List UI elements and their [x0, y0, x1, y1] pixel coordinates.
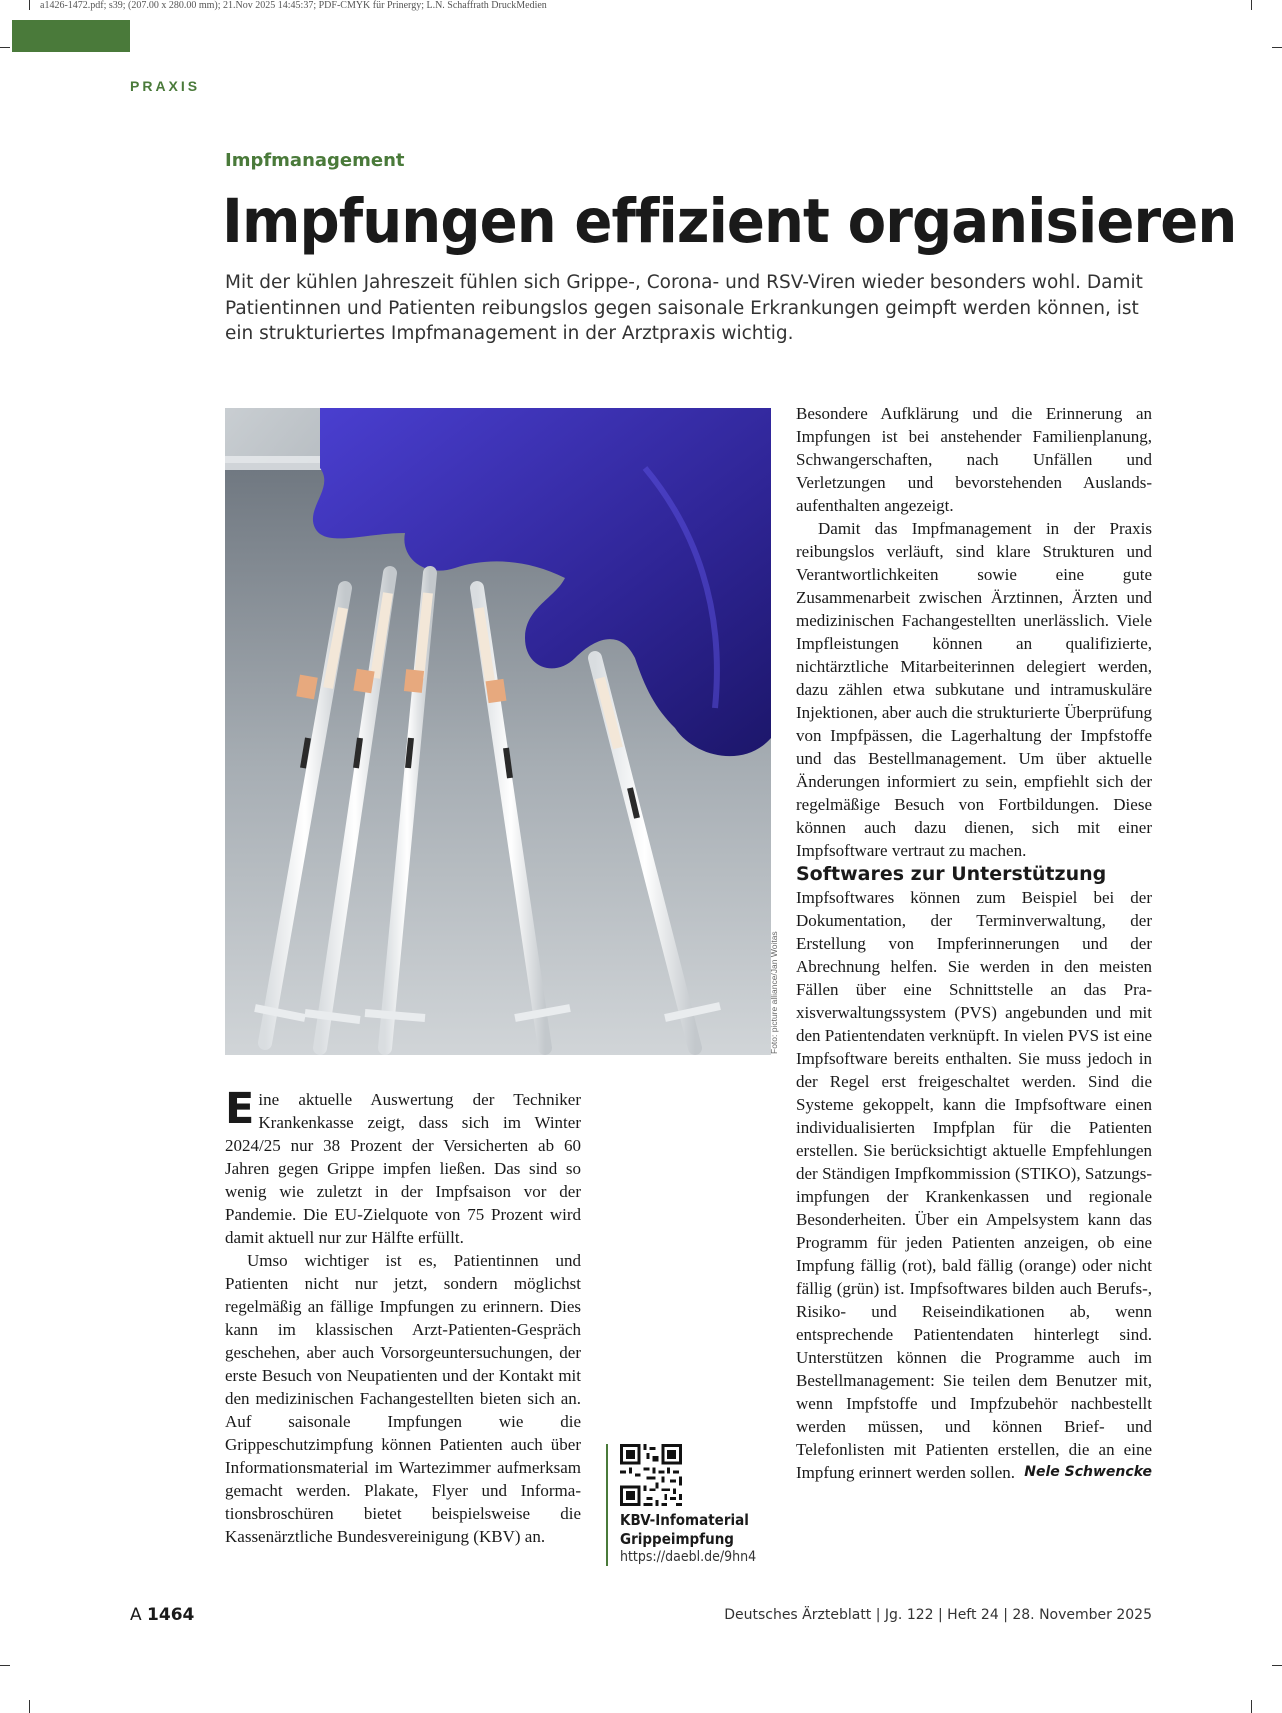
crop-mark [0, 47, 10, 48]
journal-reference: Deutsches Ärzteblatt | Jg. 122 | Heft 24 | 28. November 2025 [724, 1607, 1152, 1623]
paragraph-text: ine aktuelle Auswertung der Techniker Krankenkasse zeigt, dass sich im Winter 2024/25 nur 38 Prozent der Versicherten ab 60 Jahren gegen Grippe impfen ließen. Das sind so wenig wie zuletzt in der Impfsaison vor der Pandemie. Die EU-Zielquote von 75 Prozent wird damit aktuell nur zur Hälfte erfüllt. [225, 1090, 581, 1247]
body-paragraph [225, 1084, 581, 1249]
paragraph-text: Impfsoftwares können zum Beispiel bei der Dokumentation, der Terminverwaltung, der Erstellung von Impferinnerungen und der Abrechnung helfen. Sie werden in den meisten Fällen über eine Schnittstelle an das Praxisverwaltungssystem (PVS) angebunden und mit den Patientendaten verknüpft. In vielen PVS ist eine Impfsoftware bereits enthalten. Sie muss jedoch in der Regel erst freigeschaltet werden. Sind die Systeme gekoppelt, kann die Impfsoftware einen individualisierten Impfplan für die Patienten erstellen. Sie berücksichtigt aktuelle Empfehlungen der Ständigen Impfkommission (STIKO), Satzungsimpfungen der Krankenkassen und regionale Besonderheiten. Über ein Ampelsystem kann das Programm für jeden Patienten anzeigen, ob eine Impfung fällig (rot), bald fällig (orange) oder nicht fällig (grün) ist. Impfsoftwares bilden auch Berufs-, Risiko- und Reiseindikationen ab, wenn entsprechende Patientendaten hinterlegt sind. Unterstützen können die Programme auch im Bestellmanagement: Sie teilen dem Benutzer mit, wenn Impfstoffe und Impfzubehör nachbestellt werden müssen, und können Brief- und Telefonlisten mit Patienten erstellen, die an eine Impfung erinnert werden sollen. [796, 888, 1152, 1482]
section-label: PRAXIS [130, 78, 201, 94]
author-byline: Nele Schwencke [1024, 1464, 1152, 1480]
body-column-right [796, 402, 1152, 1484]
body-paragraph: Damit das Impfmanagement in der Praxis reibungslos verläuft, sind klare Strukturen und Verantwortlichkeiten sowie eine gute Zusammenarbeit zwischen Ärztinnen, Ärzten und medizinischen Fachangestellten unerlässlich. Viele Impfleistungen können an qualifizierte, nichtärztliche Mitarbeiterinnen delegiert werden, dazu zählen etwa subkutane und intramuskuläre Injektionen, aber auch die strukturierte Überprüfung von Impfpässen, die Lagerhaltung der Impfstoffe und das Bestellmanagement. Um über aktuelle Änderungen informiert zu sein, empfiehlt sich der regelmäßige Besuch von Fortbildungen. Diese können auch dazu dienen, sich mit einer Impfsoftware vertraut zu machen. [796, 519, 1152, 860]
info-box-title: KBV-Infomaterial [620, 1511, 749, 1529]
body-paragraph [796, 886, 1152, 1484]
page-number: 1464 [147, 1605, 195, 1625]
body-paragraph: Umso wichtiger ist es, Patientinnen und Patienten nicht nur jetzt, sondern möglichst regelmäßig an fällige Impfungen zu erinnern. Dies kann im klassischen Arzt-Patienten-Gespräch geschehen, aber auch Vorsorgeuntersuchungen, der erste Besuch von Neupatienten und der Kontakt mit den medizinischen Fachangestellten bieten sich an. Auf saisonale Impfungen wie die Grippeschutzimpfung können Patienten auch über Informationsmaterial im Wartezimmer aufmerksam gemacht werden. Plakate, Flyer und Informationsbroschüren bietet beispielsweise die Kassenärztliche Bundesvereinigung (KBV) an. [225, 1251, 581, 1546]
qr-code-icon[interactable] [620, 1444, 682, 1506]
body-column-left [225, 1084, 581, 1548]
info-box-subtitle: Grippeimpfung [620, 1530, 734, 1548]
folio-prefix: A [130, 1605, 148, 1625]
photo-credit: Foto: picture alliance/Jan Woitas [769, 931, 779, 1054]
crop-mark [1272, 47, 1282, 48]
body-paragraph: Besondere Aufklärung und die Erinnerung an Impfungen ist bei anstehender Familienplanung, Schwangerschaften, nach Unfällen und Verletzungen und bevorstehenden Auslandsaufenthalten angezeigt. [796, 404, 1152, 515]
article-lede: Mit der kühlen Jahreszeit fühlen sich Grippe-, Corona- und RSV-Viren wieder besonders wohl. Damit Patientinnen und Patienten reibungslos gegen saisonale Erkrankungen geimpft werden können, ist ein strukturiertes Impfmanagement in der Arztpraxis wichtig. [225, 272, 1143, 344]
article-photo [225, 408, 771, 1055]
section-subheading: Softwares zur Unterstützung [796, 863, 1107, 885]
crop-mark [1251, 0, 1252, 10]
info-box-link[interactable]: https://daebl.de/9hn4 [620, 1549, 757, 1565]
crop-mark [1272, 1665, 1282, 1666]
info-box [606, 1444, 780, 1566]
article-headline: Impfungen effizient organisieren [222, 186, 1237, 257]
crop-mark [0, 1665, 10, 1666]
drop-cap: E [225, 1084, 255, 1134]
section-color-block [12, 20, 130, 52]
page-folio [130, 1605, 194, 1625]
print-slug-line: a1426-1472.pdf; s39; (207.00 x 280.00 mm); 21.Nov 2025 14:45:37; PDF-CMYK für Prinergy; L.N. Schaffrath DruckMedien [40, 0, 547, 11]
crop-mark [1251, 1700, 1252, 1713]
syringes-glove-illustration [225, 408, 771, 1055]
crop-mark [29, 1700, 30, 1713]
crop-mark [29, 0, 30, 10]
article-kicker: Impfmanagement [225, 150, 405, 171]
